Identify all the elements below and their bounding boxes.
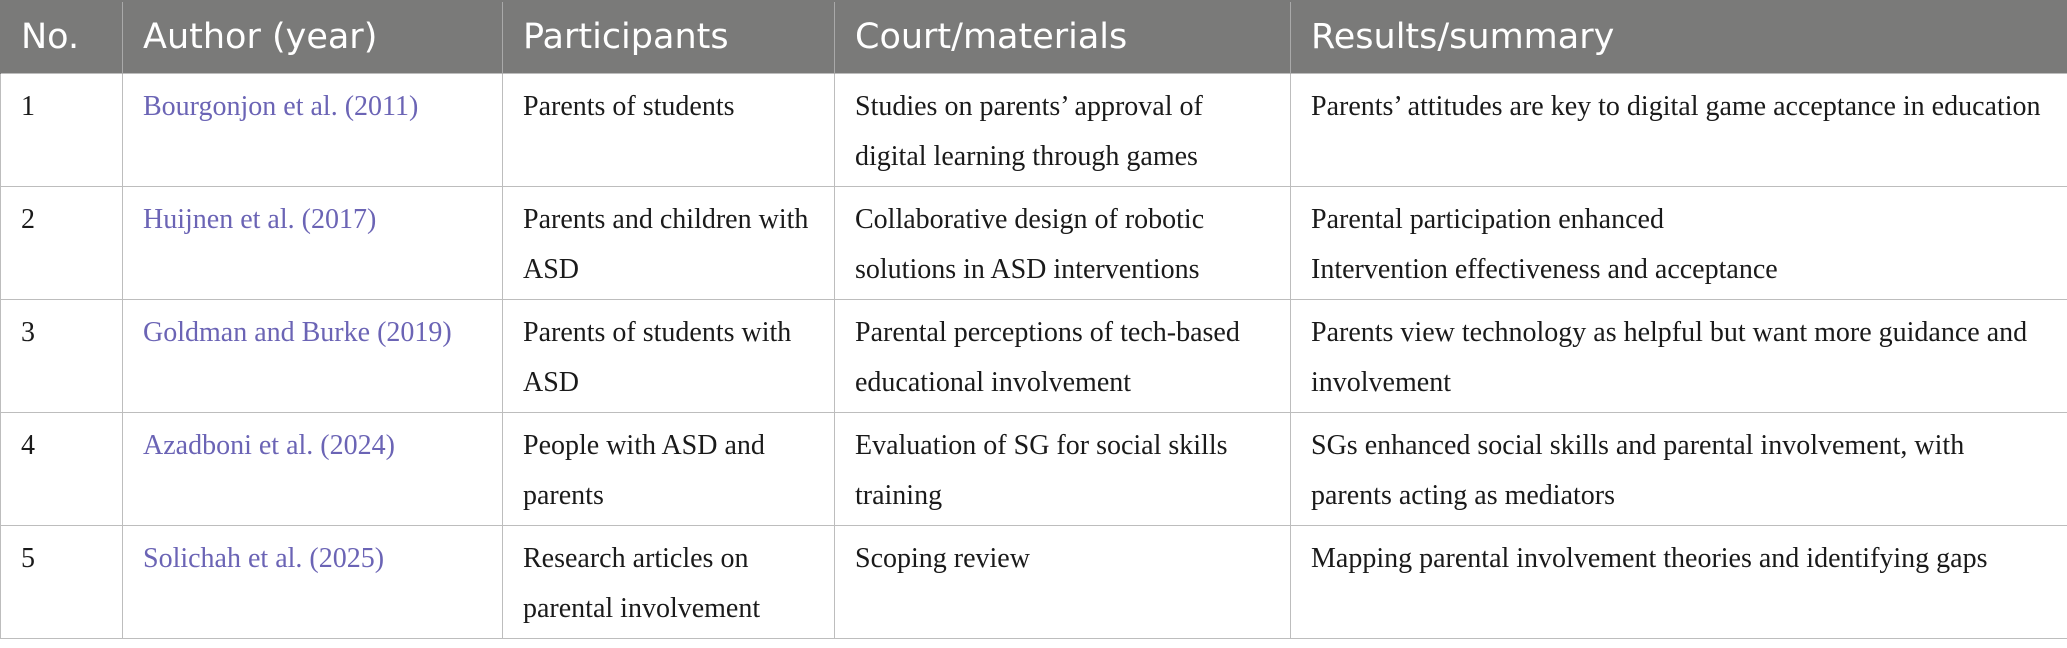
cell-results: Mapping parental involvement theories and identifying gaps bbox=[1291, 525, 2067, 638]
cell-no: 4 bbox=[1, 412, 123, 525]
header-row bbox=[1, 1, 2067, 73]
table-row bbox=[1, 299, 2067, 412]
cell-no: 5 bbox=[1, 525, 123, 638]
cell-materials: Parental perceptions of tech-based educational involvement bbox=[835, 299, 1291, 412]
results-line: Intervention effectiveness and acceptance bbox=[1311, 253, 1778, 285]
author-link[interactable]: Azadboni et al. (2024) bbox=[123, 412, 503, 525]
table-row bbox=[1, 525, 2067, 638]
table-header bbox=[1, 1, 2067, 73]
table-row bbox=[1, 73, 2067, 186]
table-row bbox=[1, 186, 2067, 299]
author-link[interactable]: Bourgonjon et al. (2011) bbox=[123, 73, 503, 186]
cell-participants: Parents of students with ASD bbox=[503, 299, 835, 412]
author-link[interactable]: Solichah et al. (2025) bbox=[123, 525, 503, 638]
cell-results: Parents view technology as helpful but want more guidance and involvement bbox=[1291, 299, 2067, 412]
header-court-materials: Court/materials bbox=[835, 1, 1291, 73]
cell-participants: Research articles on parental involvement bbox=[503, 525, 835, 638]
cell-results: SGs enhanced social skills and parental involvement, with parents acting as mediators bbox=[1291, 412, 2067, 525]
cell-no: 1 bbox=[1, 73, 123, 186]
header-no: No. bbox=[1, 1, 123, 73]
table-row bbox=[1, 412, 2067, 525]
cell-no: 3 bbox=[1, 299, 123, 412]
cell-materials: Scoping review bbox=[835, 525, 1291, 638]
cell-participants: Parents of students bbox=[503, 73, 835, 186]
author-link[interactable]: Goldman and Burke (2019) bbox=[123, 299, 503, 412]
cell-participants: People with ASD and parents bbox=[503, 412, 835, 525]
results-line: Parental participation enhanced bbox=[1311, 203, 1664, 235]
header-author-year: Author (year) bbox=[123, 1, 503, 73]
cell-no: 2 bbox=[1, 186, 123, 299]
header-participants: Participants bbox=[503, 1, 835, 73]
cell-materials: Collaborative design of robotic solutions in ASD interventions bbox=[835, 186, 1291, 299]
cell-materials: Evaluation of SG for social skills training bbox=[835, 412, 1291, 525]
cell-results bbox=[1291, 186, 2067, 299]
cell-results: Parents’ attitudes are key to digital game acceptance in education bbox=[1291, 73, 2067, 186]
cell-materials: Studies on parents’ approval of digital learning through games bbox=[835, 73, 1291, 186]
table-body bbox=[1, 73, 2067, 638]
cell-participants: Parents and children with ASD bbox=[503, 186, 835, 299]
author-link[interactable]: Huijnen et al. (2017) bbox=[123, 186, 503, 299]
header-results-summary: Results/summary bbox=[1291, 1, 2067, 73]
